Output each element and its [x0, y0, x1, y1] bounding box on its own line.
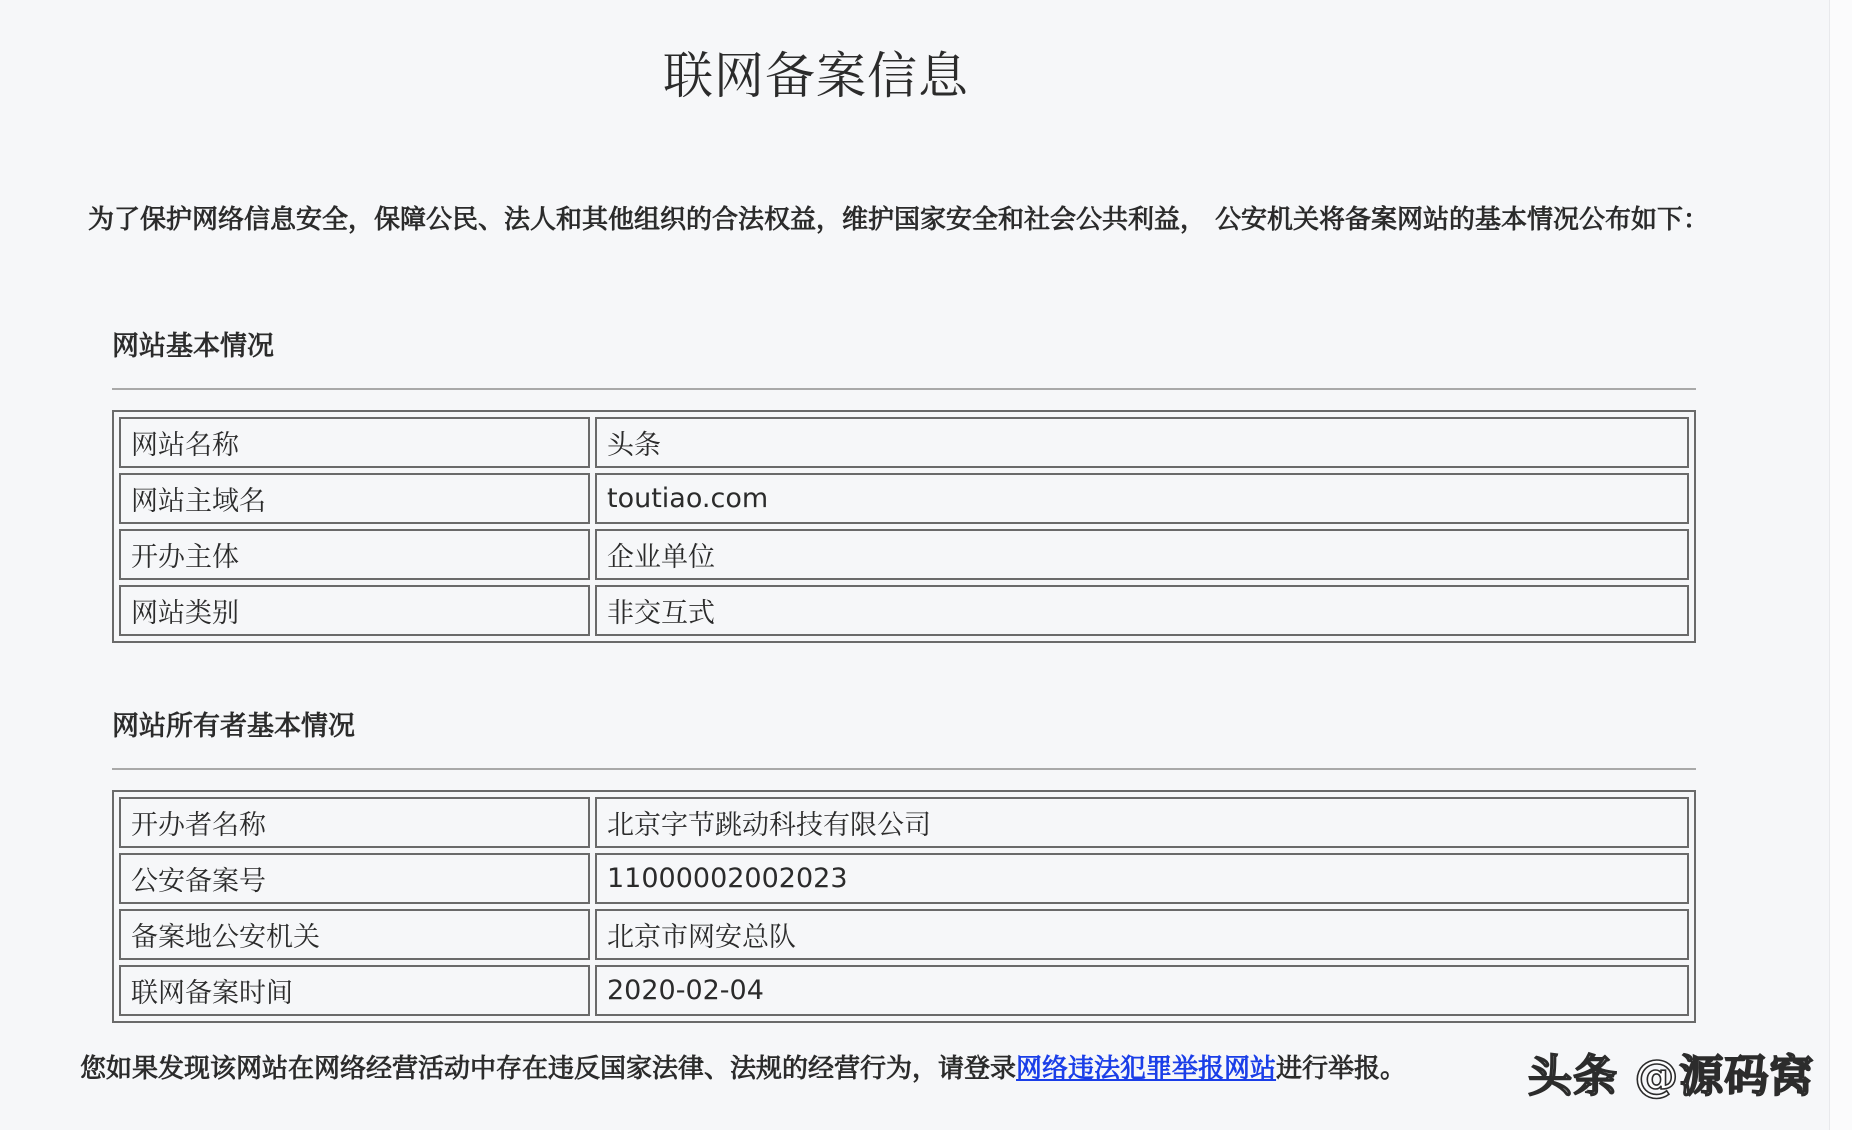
- report-notice-suffix: 进行举报。: [1276, 1054, 1407, 1084]
- table-row: [119, 909, 1689, 960]
- table-row: [119, 473, 1689, 524]
- divider: [112, 388, 1696, 390]
- table-row: [119, 529, 1689, 580]
- row-label: 联网备案时间: [119, 965, 590, 1016]
- table-row: [119, 965, 1689, 1016]
- table-row: [119, 417, 1689, 468]
- row-label: 开办者名称: [119, 797, 590, 848]
- row-value: 北京字节跳动科技有限公司: [595, 797, 1689, 848]
- row-label: 网站类别: [119, 585, 590, 636]
- site-basic-table: [112, 410, 1696, 643]
- table-row: [119, 797, 1689, 848]
- row-label: 网站主域名: [119, 473, 590, 524]
- table-row: [119, 585, 1689, 636]
- row-value: 头条: [595, 417, 1689, 468]
- row-value: 非交互式: [595, 585, 1689, 636]
- site-basic-heading: 网站基本情况: [112, 331, 274, 362]
- row-label: 网站名称: [119, 417, 590, 468]
- row-label: 公安备案号: [119, 853, 590, 904]
- watermark: 头条 @源码窝: [1528, 1051, 1815, 1102]
- intro-paragraph: 为了保护网络信息安全，保障公民、法人和其他组织的合法权益，维护国家安全和社会公共利益， 公安机关将备案网站的基本情况公布如下：: [88, 205, 1710, 235]
- row-label: 备案地公安机关: [119, 909, 590, 960]
- divider: [112, 768, 1696, 770]
- row-value: 北京市网安总队: [595, 909, 1689, 960]
- owner-basic-heading: 网站所有者基本情况: [112, 711, 355, 742]
- table-row: [119, 853, 1689, 904]
- row-value: 企业单位: [595, 529, 1689, 580]
- row-label: 开办主体: [119, 529, 590, 580]
- page-title: 联网备案信息: [663, 47, 969, 105]
- row-value: toutiao.com: [595, 473, 1689, 524]
- row-value: 2020-02-04: [595, 965, 1689, 1016]
- report-notice-text: 您如果发现该网站在网络经营活动中存在违反国家法律、法规的经营行为，请登录: [80, 1054, 1017, 1084]
- report-notice: [80, 1048, 1406, 1085]
- owner-basic-table: [112, 790, 1696, 1023]
- window-edge: [1829, 0, 1852, 1130]
- row-value: 11000002002023: [595, 853, 1689, 904]
- report-site-link[interactable]: 网络违法犯罪举报网站: [1016, 1054, 1277, 1084]
